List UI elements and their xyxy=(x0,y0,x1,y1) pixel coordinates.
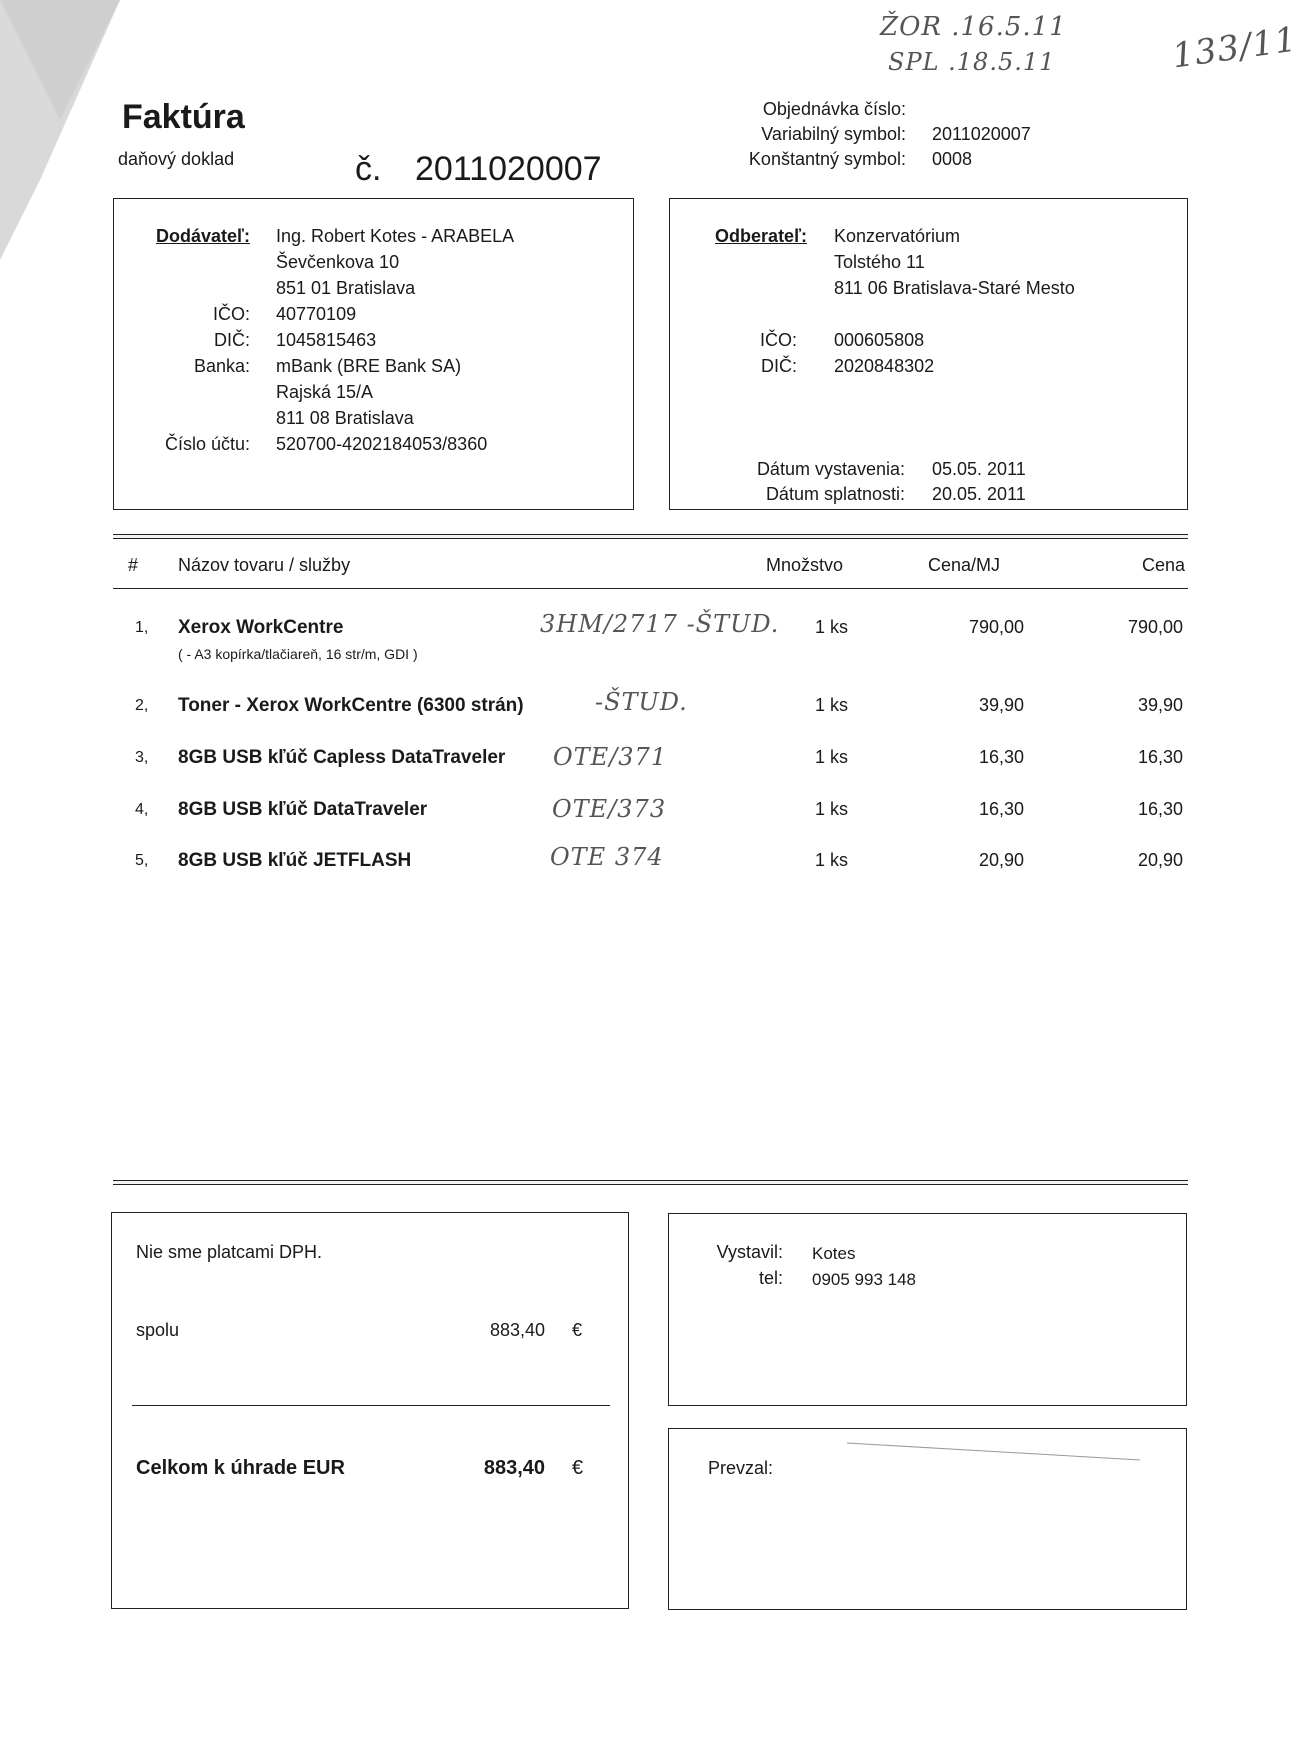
col-header-num: # xyxy=(128,555,139,575)
row-number: 5, xyxy=(135,852,149,869)
item-name: Toner - Xerox WorkCentre (6300 strán) xyxy=(178,695,524,716)
item-description: ( - A3 kopírka/tlačiareň, 16 str/m, GDI ) xyxy=(178,646,418,662)
customer-dic: 2020848302 xyxy=(834,356,935,376)
supplier-ico-label: IČO: xyxy=(212,304,250,324)
item-unit-price: 790,00 xyxy=(968,617,1024,637)
item-price: 39,90 xyxy=(1137,695,1183,715)
item-unit-price: 39,90 xyxy=(978,695,1024,715)
row-number: 2, xyxy=(135,697,149,714)
customer-street: Tolstého 11 xyxy=(834,252,925,272)
issue-date: 05.05. 2011 xyxy=(932,459,1026,479)
customer-heading: Odberateľ: xyxy=(715,226,807,246)
table-top-separator xyxy=(113,534,1188,539)
issued-by-value: Kotes xyxy=(812,1244,856,1263)
totals-box xyxy=(111,1212,629,1609)
subtotal-value: 883,40 xyxy=(489,1320,545,1340)
col-header-unit-price: Cena/MJ xyxy=(928,555,1001,575)
handwritten-item-note: -ŠTUD. xyxy=(595,688,688,716)
invoice-number: 2011020007 xyxy=(415,150,602,188)
table-bottom-separator xyxy=(113,1180,1188,1185)
supplier-street: Ševčenkova 10 xyxy=(276,252,400,272)
order-label: Objednávka číslo: xyxy=(762,99,906,119)
tel-value: 0905 993 148 xyxy=(812,1270,916,1289)
supplier-name: Ing. Robert Kotes - ARABELA xyxy=(276,226,515,246)
variable-symbol-value: 2011020007 xyxy=(932,124,1031,144)
handwritten-note-top2: SPL .18.5.11 xyxy=(888,48,1056,76)
supplier-heading: Dodávateľ: xyxy=(156,226,250,246)
handwritten-item-note: OTE/371 xyxy=(553,743,668,771)
item-qty: 1 ks xyxy=(815,747,849,767)
item-price: 16,30 xyxy=(1137,799,1183,819)
vat-note: Nie sme platcami DPH. xyxy=(136,1242,323,1262)
item-price: 790,00 xyxy=(1127,617,1183,637)
totals-divider xyxy=(132,1405,610,1406)
total-currency: € xyxy=(572,1457,584,1479)
supplier-ico: 40770109 xyxy=(276,304,357,324)
customer-ico: 000605808 xyxy=(834,330,925,350)
supplier-city: 851 01 Bratislava xyxy=(276,278,416,298)
handwritten-corner-number: 133/11 xyxy=(1169,19,1300,77)
customer-city: 811 06 Bratislava-Staré Mesto xyxy=(834,278,1075,298)
item-unit-price: 16,30 xyxy=(978,747,1024,767)
item-qty: 1 ks xyxy=(815,617,849,637)
item-name: Xerox WorkCentre xyxy=(178,617,344,638)
customer-dic-label: DIČ: xyxy=(761,356,797,376)
handwritten-item-note: 3HM/2717 -ŠTUD. xyxy=(540,610,780,638)
row-number: 4, xyxy=(135,801,149,818)
item-qty: 1 ks xyxy=(815,850,849,870)
supplier-account-label: Číslo účtu: xyxy=(164,434,250,454)
supplier-account: 520700-4202184053/8360 xyxy=(276,434,488,454)
subtotal-label: spolu xyxy=(136,1320,180,1340)
row-number: 1, xyxy=(135,619,149,636)
item-price: 20,90 xyxy=(1137,850,1183,870)
item-qty: 1 ks xyxy=(815,695,849,715)
total-value: 883,40 xyxy=(483,1457,545,1479)
customer-name: Konzervatórium xyxy=(834,226,961,246)
col-header-price: Cena xyxy=(1141,555,1185,575)
invoice-subtitle: daňový doklad xyxy=(118,149,235,169)
variable-symbol-label: Variabilný symbol: xyxy=(761,124,906,144)
row-number: 3, xyxy=(135,749,149,766)
subtotal-currency: € xyxy=(572,1320,583,1340)
total-label: Celkom k úhrade EUR xyxy=(136,1457,345,1479)
item-name: 8GB USB kľúč DataTraveler xyxy=(178,799,428,820)
supplier-dic-label: DIČ: xyxy=(214,330,250,350)
item-price: 16,30 xyxy=(1137,747,1183,767)
signature-line xyxy=(845,1440,1145,1465)
due-date: 20.05. 2011 xyxy=(932,484,1026,504)
table-header-divider xyxy=(113,588,1188,589)
supplier-bank-city: 811 08 Bratislava xyxy=(276,408,414,428)
scan-edge-shadow xyxy=(0,0,120,260)
issued-by-label: Vystavil: xyxy=(716,1242,783,1262)
issue-date-label: Dátum vystavenia: xyxy=(756,459,905,479)
received-label: Prevzal: xyxy=(708,1458,774,1478)
invoice-title: Faktúra xyxy=(122,98,245,136)
invoice-number-label: č. xyxy=(355,150,382,188)
item-name: 8GB USB kľúč JETFLASH xyxy=(178,850,412,871)
col-header-name: Názov tovaru / služby xyxy=(178,555,351,575)
item-unit-price: 20,90 xyxy=(978,850,1024,870)
supplier-bank-street: Rajská 15/A xyxy=(276,382,374,402)
item-unit-price: 16,30 xyxy=(978,799,1024,819)
item-name: 8GB USB kľúč Capless DataTraveler xyxy=(178,747,506,768)
supplier-bank-name: mBank (BRE Bank SA) xyxy=(276,356,462,376)
constant-symbol-value: 0008 xyxy=(932,149,973,169)
supplier-bank-label: Banka: xyxy=(193,356,250,376)
tel-label: tel: xyxy=(758,1268,783,1288)
supplier-dic: 1045815463 xyxy=(276,330,377,350)
constant-symbol-label: Konštantný symbol: xyxy=(748,149,906,169)
item-qty: 1 ks xyxy=(815,799,849,819)
handwritten-item-note: OTE 374 xyxy=(550,843,664,871)
handwritten-note-top1: ŽOR .16.5.11 xyxy=(880,12,1067,42)
col-header-qty: Množstvo xyxy=(766,555,844,575)
customer-ico-label: IČO: xyxy=(759,330,797,350)
handwritten-item-note: OTE/373 xyxy=(552,795,667,823)
due-date-label: Dátum splatnosti: xyxy=(765,484,905,504)
